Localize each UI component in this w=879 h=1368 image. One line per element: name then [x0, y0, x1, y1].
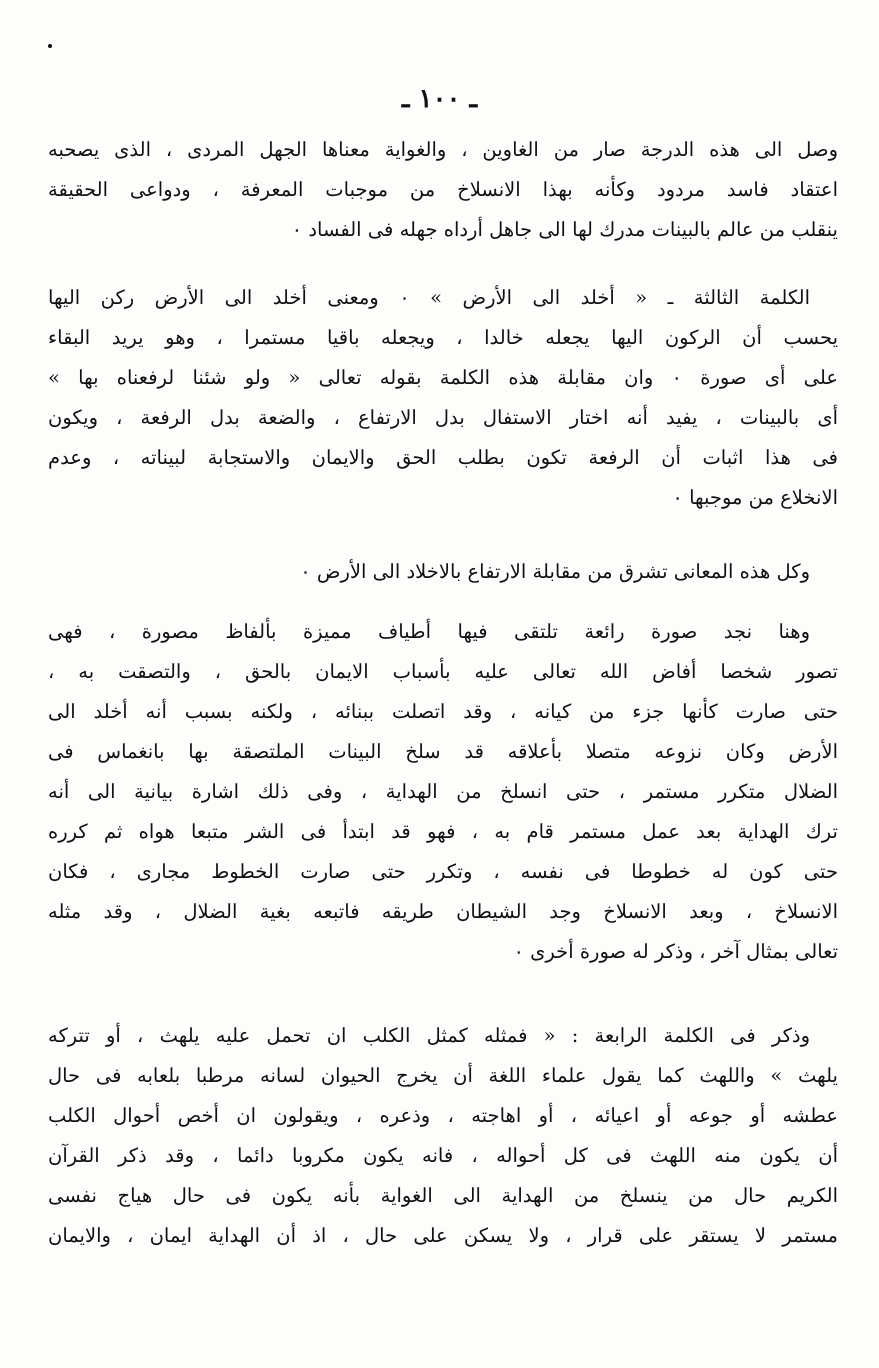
- text-line: فى هذا اثبات أن الرفعة تكون بطلب الحق والايمان والاستجابة لبيناته ، وعدم: [48, 446, 838, 469]
- text-line: اعتقاد فاسد مردود وكأنه بهذا الانسلاخ من موجبات المعرفة ، ودواعى الحقيقة: [48, 178, 838, 201]
- text-line: وهنا نجد صورة رائعة تلتقى فيها أطياف مميزة بألفاظ مصورة ، فهى: [48, 620, 810, 643]
- ink-dot: [48, 44, 52, 48]
- paragraph-3: [48, 552, 838, 592]
- text-line: مستمر لا يستقر على قرار ، ولا يسكن على حال ، اذ أن الهداية ايمان ، والايمان: [48, 1224, 838, 1247]
- text-line: أى بالبينات ، يفيد أنه اختار الاستفال بدل الارتفاع ، والضعة بدل الرفعة ، ويكون: [48, 406, 838, 429]
- text-line: الانخلاع من موجبها ٠: [672, 486, 838, 509]
- text-line: الانسلاخ ، وبعد الانسلاخ وجد الشيطان طريقه فاتبعه بغية الضلال ، وقد مثله: [48, 900, 838, 923]
- text-line: أن يكون منه اللهث فى كل أحواله ، فانه يكون مكروبا دائما ، وقد ذكر القرآن: [48, 1144, 838, 1167]
- paragraph-1: [48, 130, 838, 250]
- text-line: ترك الهداية بعد عمل مستمر قام به ، فهو قد ابتدأ فى الشر متبعا هواه ثم كرره: [48, 820, 838, 843]
- text-line: وكل هذه المعانى تشرق من مقابلة الارتفاع بالاخلاد الى الأرض ٠: [300, 560, 810, 583]
- text-line: يلهث » واللهث كما يقول علماء اللغة أن يخرج الحيوان لسانه مرطبا بلعابه فى حال: [48, 1064, 838, 1087]
- text-line: تعالى بمثال آخر ، وذكر له صورة أخرى ٠: [513, 940, 838, 963]
- text-line: وصل الى هذه الدرجة صار من الغاوين ، والغواية معناها الجهل المردى ، الذى يصحبه: [48, 138, 838, 161]
- paragraph-2: [48, 278, 838, 518]
- text-line: يحسب أن الركون اليها يجعله خالدا ، ويجعله باقيا مستمرا ، وهو يريد البقاء: [48, 326, 838, 349]
- text-line: حتى صارت كأنها جزء من كيانه ، وقد اتصلت ببنائه ، ولكنه بسبب أنه أخلد الى: [48, 700, 838, 723]
- text-line: عطشه أو جوعه أو اعيائه ، أو اهاجته ، وذعره ، ويقولون ان أخص أحوال الكلب: [48, 1104, 838, 1127]
- text-line: تصور شخصا أفاض الله تعالى عليه بأسباب الايمان بالحق ، والتصقت به ،: [48, 660, 838, 683]
- text-line: الكلمة الثالثة ـ « أخلد الى الأرض » ٠ ومعنى أخلد الى الأرض ركن اليها: [48, 286, 810, 309]
- text-line: الكريم حال من ينسلخ من الهداية الى الغواية بأنه يكون فى حال هياج نفسى: [48, 1184, 838, 1207]
- text-line: الضلال متكرر مستمر ، حتى انسلخ من الهداية ، وفى ذلك اشارة بيانية الى أنه: [48, 780, 838, 803]
- page-number: ـ ١٠٠ ـ: [401, 84, 478, 114]
- text-line: حتى كون له خطوطا فى نفسه ، وتكرر حتى صارت الخطوط مجارى ، فكان: [48, 860, 838, 883]
- text-line: وذكر فى الكلمة الرابعة : « فمثله كمثل الكلب ان تحمل عليه يلهث ، أو تتركه: [48, 1024, 810, 1047]
- paragraph-4: [48, 612, 838, 972]
- paragraph-5: [48, 1016, 838, 1256]
- text-line: ينقلب من عالم بالبينات مدرك لها الى جاهل أرداه جهله فى الفساد ٠: [291, 218, 838, 241]
- text-line: الأرض وكان نزوعه متصلا بأعلاقه قد سلخ البينات الملتصقة بها بانغماس فى: [48, 740, 838, 763]
- text-line: على أى صورة ٠ وان مقابلة هذه الكلمة بقوله تعالى « ولو شئنا لرفعناه بها »: [48, 366, 838, 389]
